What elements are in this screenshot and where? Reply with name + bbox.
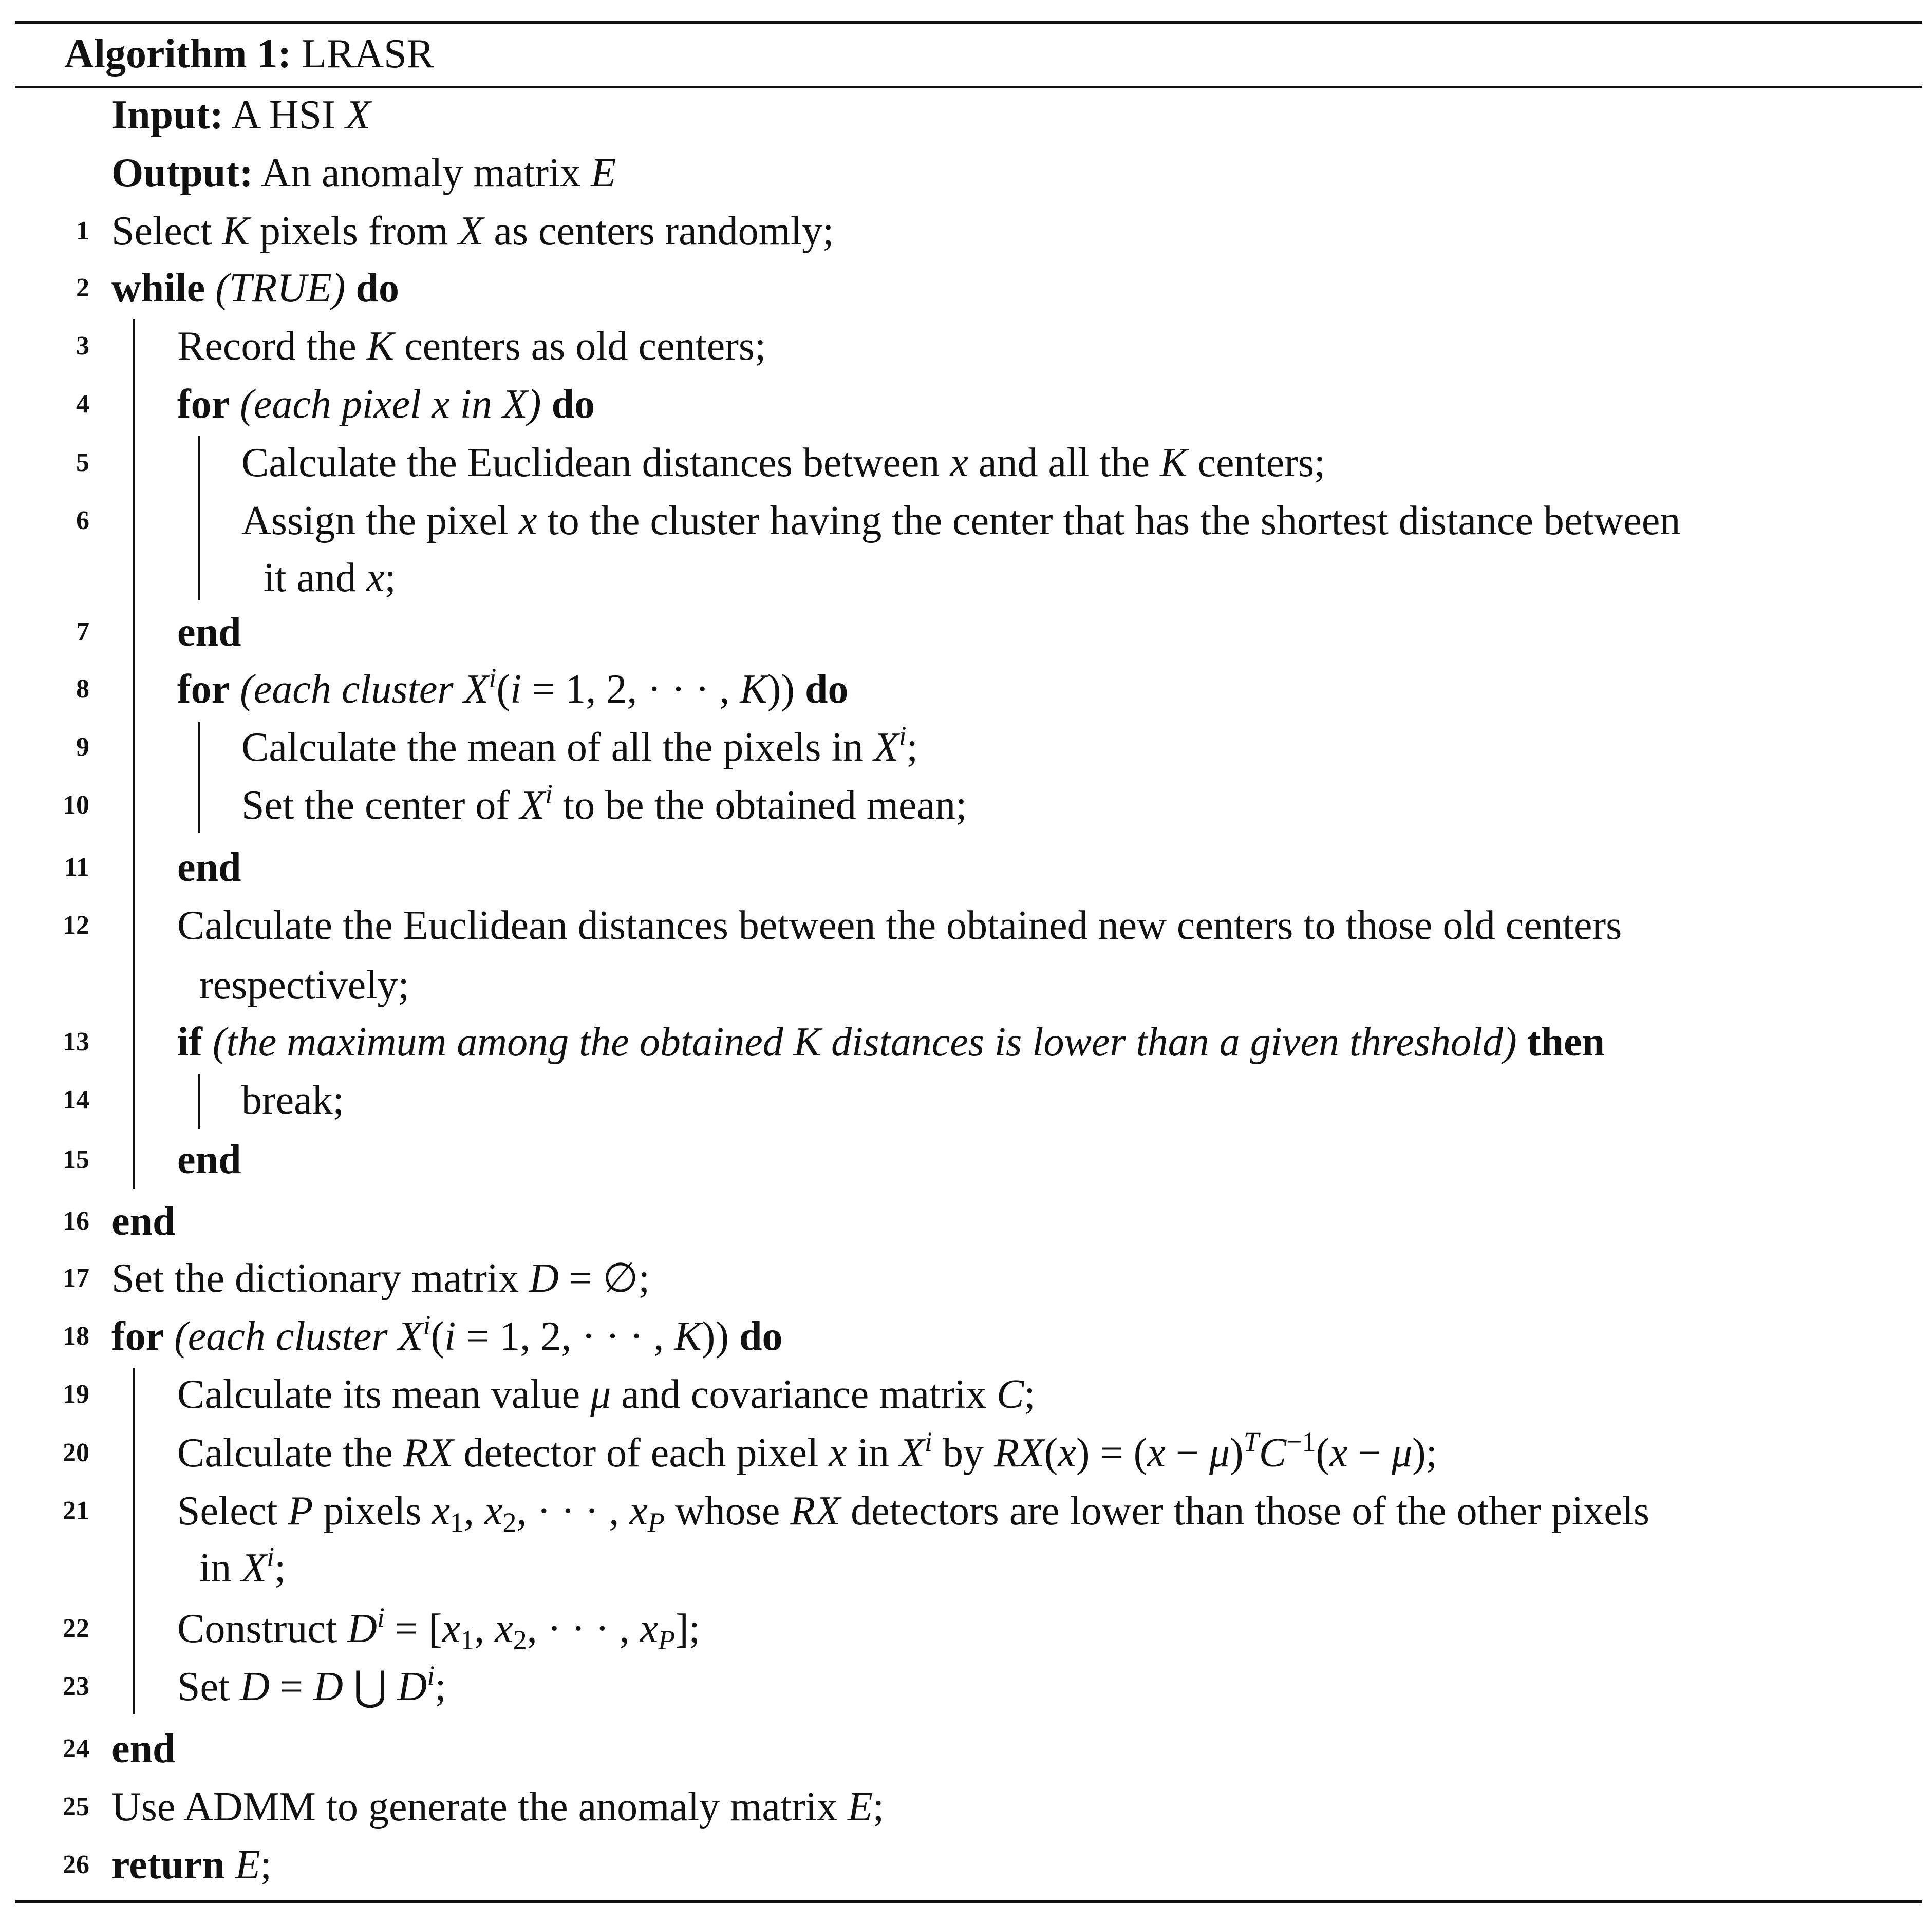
text: Set [177, 1664, 240, 1709]
superscript: i [427, 1660, 435, 1691]
subscript: 2 [513, 1625, 527, 1655]
algorithm-line [177, 379, 595, 430]
line-number: 15 [63, 1145, 89, 1174]
math-text: K [1160, 440, 1188, 485]
line-number: 10 [63, 790, 89, 820]
text: , · · · , [516, 1488, 630, 1534]
text: = 1, 2, · · · , [456, 1314, 674, 1359]
text: ; [435, 1664, 446, 1709]
algorithm-line [111, 1723, 176, 1775]
math-text: X [241, 1545, 267, 1591]
math-text: x [640, 1606, 659, 1651]
text: Calculate the Euclidean distances between [241, 440, 950, 485]
keyword: end [177, 1137, 241, 1182]
text: centers as old centers; [394, 324, 766, 369]
text: respectively; [199, 963, 409, 1008]
algorithm-line [177, 1369, 1036, 1420]
keyword: for [111, 1314, 164, 1359]
text: = ∅; [558, 1256, 650, 1301]
keyword: for [177, 382, 230, 427]
math-text: x [1058, 1430, 1076, 1476]
text: whose [664, 1488, 791, 1534]
superscript: i [898, 721, 907, 751]
top-rule [15, 21, 1922, 24]
text: ) [1230, 1430, 1244, 1476]
text: ( [1316, 1430, 1330, 1476]
keyword: end [111, 1726, 176, 1771]
algorithm-line [177, 1485, 1649, 1537]
algorithm-label: Algorithm 1: [64, 31, 292, 77]
algorithm-line [111, 205, 834, 257]
algorithm-line [111, 262, 399, 314]
text: Record the [177, 324, 367, 369]
keyword: end [111, 1199, 176, 1244]
algorithm-title [64, 28, 434, 80]
math-text: X [398, 1314, 423, 1359]
text: ; [384, 555, 396, 600]
subscript: 1 [460, 1625, 475, 1655]
superscript: i [545, 779, 553, 809]
math-text: E [847, 1784, 873, 1830]
math-text: X [520, 783, 545, 828]
text: ; [274, 1545, 286, 1591]
algorithm-line [177, 664, 849, 715]
math-text: x [1329, 1430, 1348, 1476]
algorithm-line [241, 780, 967, 831]
text: to be the obtained mean; [552, 783, 967, 828]
text: Use ADMM to generate the anomaly matrix [111, 1784, 848, 1830]
text: pixels [313, 1488, 432, 1534]
math-text: x [366, 555, 385, 600]
text: as centers randomly; [483, 209, 834, 254]
block-indent-bar [198, 436, 200, 600]
line-number: 18 [63, 1322, 89, 1351]
algorithm-line [264, 552, 396, 604]
superscript: i [423, 1310, 431, 1341]
line-number: 25 [63, 1792, 89, 1821]
superscript: T [1243, 1426, 1259, 1457]
line-number: 24 [63, 1734, 89, 1763]
math-text: (each pixel x in X) [230, 382, 541, 427]
subscript: 2 [502, 1507, 517, 1538]
line-number: 3 [76, 331, 89, 361]
text: ( [1044, 1430, 1058, 1476]
text: ; [906, 725, 918, 770]
math-text: x [829, 1430, 847, 1476]
text: and covariance matrix [611, 1372, 997, 1417]
math-text: (the maximum among the obtained K distances is lower than a given threshold) [202, 1020, 1517, 1065]
math-text: x [442, 1606, 461, 1651]
line-number: 5 [76, 448, 89, 477]
math-text: D [313, 1664, 343, 1709]
line-number: 11 [64, 853, 89, 882]
text: by [932, 1430, 994, 1476]
math-text: C [1259, 1430, 1287, 1476]
text: Construct [177, 1606, 348, 1651]
algorithm-line [111, 147, 616, 199]
math-text: RX [993, 1430, 1044, 1476]
algorithm-line [241, 1074, 344, 1126]
math-text: D [347, 1606, 377, 1651]
line-number: 20 [63, 1438, 89, 1467]
math-text: E [235, 1842, 260, 1888]
superscript: i [489, 663, 497, 693]
math-text: RX [790, 1488, 841, 1534]
algorithm-line [177, 1427, 1437, 1479]
line-number: 4 [76, 389, 89, 419]
superscript: i [924, 1426, 932, 1457]
text: ; [872, 1784, 885, 1830]
algorithm-line [111, 89, 371, 141]
math-text: x [432, 1488, 450, 1534]
algorithm-line [111, 1311, 783, 1362]
math-text: K [740, 667, 767, 712]
text: ; [1024, 1372, 1036, 1417]
text: Calculate its mean value [177, 1372, 591, 1417]
keyword: if [177, 1020, 202, 1065]
text: detectors are lower than those of the other pixels [840, 1488, 1650, 1534]
algorithm-line [177, 607, 241, 658]
text: − [1347, 1430, 1392, 1476]
keyword: then [1516, 1020, 1605, 1065]
math-text: i [510, 667, 522, 712]
math-text: E [591, 150, 616, 196]
text [225, 1842, 235, 1888]
math-text: D [397, 1664, 427, 1709]
superscript: i [377, 1602, 385, 1633]
bottom-rule [15, 1900, 1922, 1903]
keyword: return [111, 1842, 225, 1888]
subscript: P [647, 1507, 665, 1538]
math-text: x [518, 498, 537, 543]
text: and all the [968, 440, 1160, 485]
keyword: do [729, 1314, 783, 1359]
text: − [1165, 1430, 1209, 1476]
algorithm-line [199, 959, 409, 1011]
algorithm-line [111, 1781, 884, 1833]
math-text: x [950, 440, 968, 485]
line-number: 26 [63, 1850, 89, 1879]
algorithm-name: LRASR [302, 31, 435, 77]
math-text: X [458, 209, 484, 254]
line-number: 21 [63, 1496, 89, 1525]
algorithm-line [177, 900, 1622, 951]
text: A HSI [223, 92, 346, 138]
line-number: 22 [63, 1614, 89, 1643]
text: detector of each pixel [453, 1430, 829, 1476]
math-text: x [629, 1488, 648, 1534]
math-text: D [529, 1256, 559, 1301]
text: Assign the pixel [241, 498, 519, 543]
algorithm-line [177, 1016, 1605, 1068]
text: , [463, 1488, 484, 1534]
block-indent-bar [133, 319, 135, 1189]
keyword: end [177, 845, 241, 890]
line-number: 6 [76, 506, 89, 535]
line-number: 23 [63, 1672, 89, 1701]
math-text: P [288, 1488, 313, 1534]
math-text: (TRUE) [205, 266, 346, 311]
math-text: X [873, 725, 899, 770]
keyword: do [541, 382, 595, 427]
text: Calculate the [177, 1430, 403, 1476]
text: in [199, 1545, 242, 1591]
text: ) = ( [1076, 1430, 1148, 1476]
math-text: K [674, 1314, 702, 1359]
line-number: 13 [63, 1027, 89, 1057]
text: ; [260, 1842, 272, 1888]
text: )) [701, 1314, 729, 1359]
text: , [474, 1606, 495, 1651]
algorithm-line [111, 1253, 650, 1304]
text: An anomaly matrix [253, 150, 591, 196]
text: = 1, 2, · · · , [521, 667, 740, 712]
text: ]; [675, 1606, 700, 1651]
superscript: −1 [1286, 1426, 1316, 1457]
text: ); [1412, 1430, 1437, 1476]
block-indent-bar [198, 722, 200, 833]
keyword: Output: [111, 150, 253, 196]
algorithm-line [177, 1661, 446, 1712]
line-number: 9 [76, 732, 89, 762]
text: , · · · , [527, 1606, 640, 1651]
text: in [847, 1430, 900, 1476]
block-indent-bar [133, 1368, 135, 1714]
math-text: K [366, 324, 395, 369]
keyword: do [795, 667, 849, 712]
line-number: 12 [63, 911, 89, 940]
math-text: K [222, 209, 250, 254]
line-number: 2 [76, 273, 89, 303]
math-text: RX [403, 1430, 454, 1476]
algorithm-line [111, 1839, 272, 1891]
line-number: 8 [76, 674, 89, 704]
math-text: X [899, 1430, 925, 1476]
algorithm-line [241, 722, 918, 773]
line-number: 1 [76, 216, 89, 246]
text: Set the center of [241, 783, 520, 828]
text: )) [767, 667, 795, 712]
keyword: for [177, 667, 230, 712]
algorithm-line [199, 1542, 286, 1594]
subscript: P [658, 1625, 676, 1655]
keyword: do [345, 266, 400, 311]
math-text: X [345, 92, 371, 138]
algorithm-line [177, 1134, 241, 1185]
line-number: 14 [63, 1085, 89, 1115]
block-indent-bar [198, 1074, 200, 1129]
math-text: (each cluster [164, 1314, 398, 1359]
text: centers; [1187, 440, 1326, 485]
header-rule [15, 86, 1922, 88]
subscript: 1 [449, 1507, 464, 1538]
text: Set the dictionary matrix [111, 1256, 530, 1301]
line-number: 7 [76, 617, 89, 647]
text: ⋃ [343, 1664, 398, 1709]
algorithm-line [177, 1603, 700, 1654]
text: Calculate the Euclidean distances between the obtained new centers to those old centers [177, 903, 1622, 948]
keyword: while [111, 266, 205, 311]
math-text: X [463, 667, 489, 712]
text: it and [264, 555, 366, 600]
line-number: 17 [63, 1264, 89, 1293]
math-text: x [484, 1488, 503, 1534]
text: Select [177, 1488, 288, 1534]
algorithm-line [177, 320, 766, 372]
keyword: end [177, 610, 241, 655]
math-text: (each cluster [230, 667, 464, 712]
math-text: i [444, 1314, 456, 1359]
math-text: x [495, 1606, 513, 1651]
text: break; [241, 1078, 344, 1123]
text: Select [111, 209, 222, 254]
math-text: x [1147, 1430, 1166, 1476]
text: to the cluster having the center that has the shortest distance between [537, 498, 1681, 543]
text: Calculate the mean of all the pixels in [241, 725, 874, 770]
algorithm-line [241, 495, 1680, 546]
superscript: i [267, 1541, 275, 1572]
algorithm-line [111, 1196, 176, 1247]
text: = [ [384, 1606, 442, 1651]
math-text: μ [590, 1372, 611, 1417]
math-text: μ [1209, 1430, 1230, 1476]
algorithm-line [241, 437, 1325, 488]
algorithm-line [177, 842, 241, 893]
text: ( [496, 667, 511, 712]
line-number: 19 [63, 1380, 89, 1409]
math-text: D [240, 1664, 270, 1709]
line-number: 16 [63, 1206, 89, 1236]
keyword: Input: [111, 92, 223, 138]
math-text: C [997, 1372, 1024, 1417]
text: ( [430, 1314, 445, 1359]
text: pixels from [249, 209, 459, 254]
math-text: μ [1391, 1430, 1412, 1476]
text: = [270, 1664, 314, 1709]
